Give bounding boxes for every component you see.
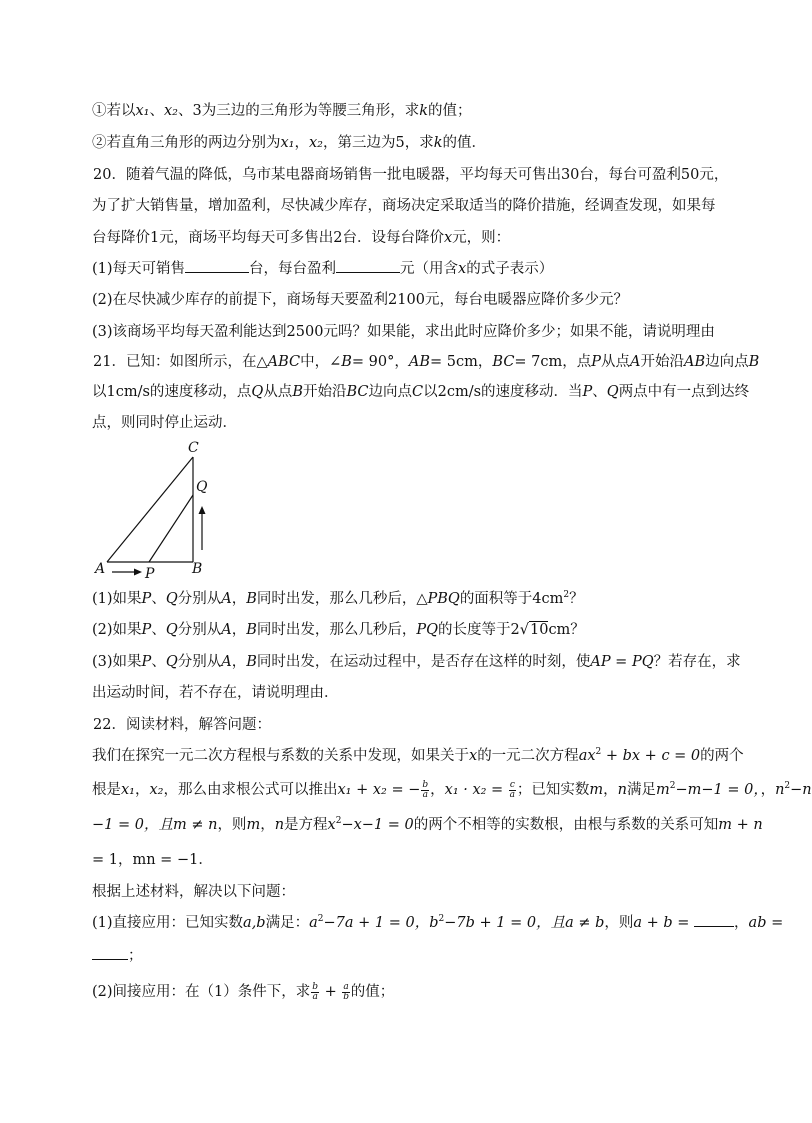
q20-line-2: 为了扩大销售量，增加盈利，尽快减少库存，商场决定采取适当的降价措施，经调查发现，如果每	[92, 198, 716, 214]
q22-heading: 22．阅读材料，解答问题：	[93, 717, 271, 733]
q21-sub-2: (2)如果P、Q分别从A，B同时出发，那么几秒后，PQ的长度等于2√10cm？	[92, 622, 585, 638]
answer-blank	[336, 272, 400, 273]
fraction-c-over-a: $\frac{c}{a}$	[509, 779, 516, 800]
fraction-b-over-a: $\frac{b}{a}$	[422, 779, 429, 800]
label-C: C	[188, 440, 199, 456]
q20-line-3: 台每降价1元，商场平均每天可多售出2台．设每台降价x元，则：	[92, 230, 511, 246]
triangle-figure	[88, 436, 228, 584]
q19-line-1: ①若以x₁、x₂、3为三边的三角形为等腰三角形，求k的值；	[92, 103, 472, 119]
q22-material-3: −1 = 0，且m ≠ n，则m，n是方程$x^2-x-1 = 0$的两个不相等的实数根，由根与系数的关系可知m + n	[92, 816, 763, 833]
q20-sub-2: (2)在尽快减少库存的前提下，商场每天要盈利2100元，每台电暖器应降价多少元？	[92, 292, 628, 308]
q22-sub-2: (2)间接应用：在（1）条件下，求 $\frac{b}{a}$ + $\frac{a}{b}$ 的值；	[92, 981, 395, 1002]
q21-line-2: 以1cm/s的速度移动，点Q从点B开始沿BC边向点C以2cm/s的速度移动．当P、Q两点中有一点到达终	[92, 384, 750, 400]
label-A: A	[95, 561, 106, 577]
q22-material-4: = 1，mn = −1．	[92, 852, 213, 868]
arrow-up-icon-head	[199, 506, 206, 514]
q21-sub-1: (1)如果P、Q分别从A，B同时出发，那么几秒后，△PBQ的面积等于$4cm^2$？	[92, 590, 584, 607]
q21-line-1: 21．已知：如图所示，在△ABC中，∠B= 90°，AB= 5cm，BC= 7cm，点P从点A开始沿AB边向点B	[93, 354, 760, 370]
answer-blank	[694, 926, 734, 927]
label-B: B	[192, 561, 203, 577]
segment-PQ	[149, 495, 193, 562]
q21-sub-3-line-2: 出运动时间，若不存在，请说明理由．	[92, 685, 339, 701]
q19-line-2: ②若直角三角形的两边分别为x₁，x₂，第三边为5，求k的值．	[92, 135, 487, 151]
label-Q: Q	[196, 479, 208, 495]
q20-sub-3: (3)该商场平均每天盈利能达到2500元吗？如果能，求出此时应降价多少；如果不能，请说明理由	[92, 324, 715, 340]
q20-line-1: 20．随着气温的降低，乌市某电器商场销售一批电暖器，平均每天可售出30台，每台可盈利50元，	[93, 167, 729, 183]
q22-material-5: 根据上述材料，解决以下问题：	[92, 884, 295, 900]
label-P: P	[145, 566, 155, 582]
arrow-right-icon-head	[134, 569, 142, 576]
q21-sub-3: (3)如果P、Q分别从A，B同时出发，在运动过程中，是否存在这样的时刻，使AP = PQ？若存在，求	[92, 654, 741, 670]
fraction-b-over-a: $\frac{b}{a}$	[312, 981, 319, 1002]
q22-material-2: 根是x₁，x₂，那么由求根公式可以推出x₁ + x₂ = − $\frac{b}{a}$ ，x₁ · x₂ = $\frac{c}{a}$ ；已知实数m，n满足$m^2-m-1 = 0$，，$n^2-n$	[92, 779, 812, 800]
q22-sub-1: (1)直接应用：已知实数a,b满足：$a^2-7a + 1 = 0$，$b^2-7b + 1 = 0$，且a ≠ b，则a + b = ，ab =	[92, 914, 784, 931]
side-AC	[107, 457, 193, 562]
q22-sub-1-line-2: ；	[92, 946, 143, 966]
fraction-a-over-b: $\frac{a}{b}$	[343, 981, 349, 1002]
q22-material-1: 我们在探究一元二次方程根与系数的关系中发现，如果关于x的一元二次方程$ax^2$ + bx + c = 0的两个	[92, 747, 744, 764]
q20-sub-1: (1)每天可销售 台，每台盈利 元（用含x的式子表示）	[92, 261, 554, 277]
answer-blank	[92, 959, 128, 960]
answer-blank	[185, 272, 249, 273]
q21-line-3: 点，则同时停止运动．	[92, 415, 237, 431]
